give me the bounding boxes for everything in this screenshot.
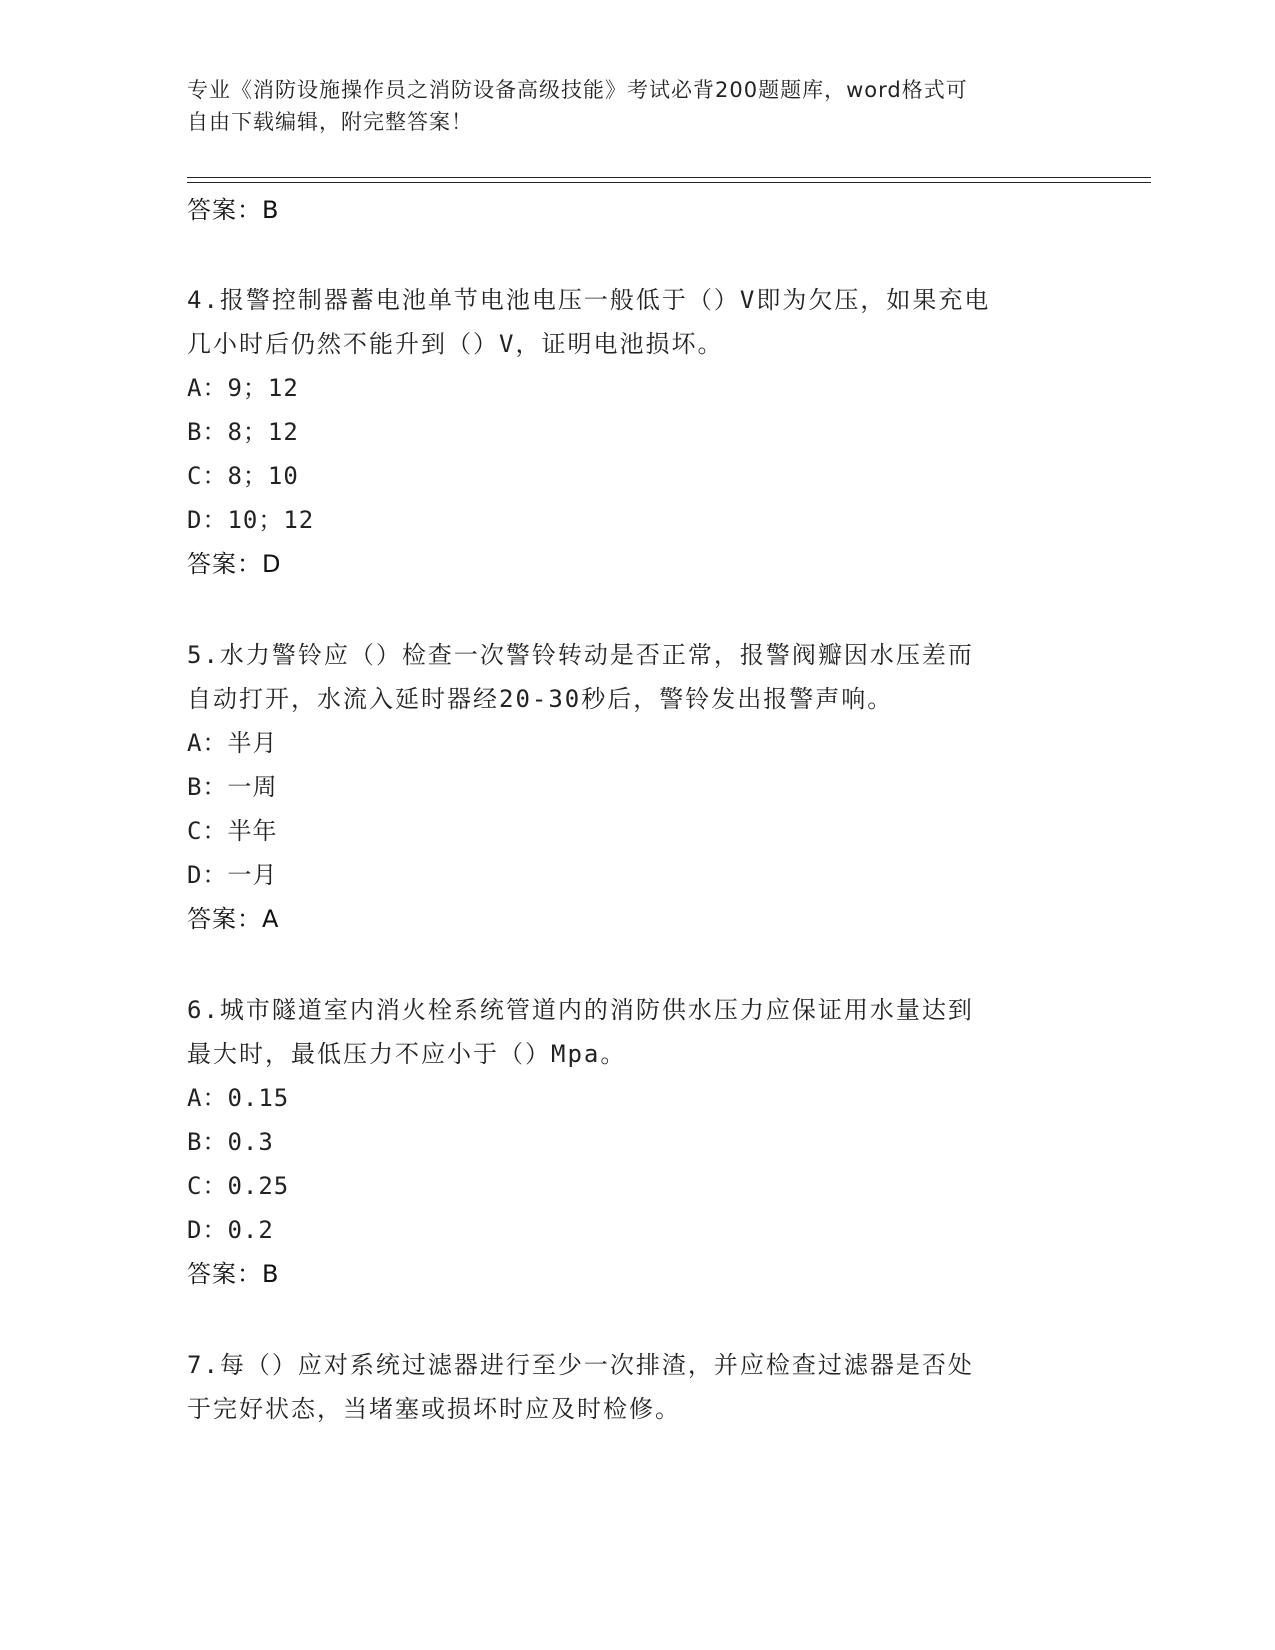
document-header: [187, 74, 1087, 138]
question-4-option-a: A：9；12: [187, 374, 299, 402]
question-6-option-d: D：0.2: [187, 1216, 274, 1244]
question-5-line-1: 5.水力警铃应（）检查一次警铃转动是否正常，报警阀瓣因水压差而: [187, 641, 974, 669]
question-4-option-d: D：10；12: [187, 506, 315, 534]
header-line-2: 自由下载编辑，附完整答案！: [187, 110, 473, 134]
question-6-option-a: A：0.15: [187, 1084, 290, 1112]
question-5-line-2: 自动打开，水流入延时器经20-30秒后，警铃发出报警声响。: [187, 685, 894, 713]
answer-prev: 答案：B: [187, 196, 280, 224]
question-4-option-b: B：8；12: [187, 418, 299, 446]
question-6-option-b: B：0.3: [187, 1128, 274, 1156]
question-7-line-1: 7.每（）应对系统过滤器进行至少一次排渣，并应检查过滤器是否处: [187, 1351, 974, 1379]
header-divider-bottom: [187, 182, 1151, 183]
question-5-option-d: D：一月: [187, 861, 278, 889]
question-4-option-c: C：8；10: [187, 462, 299, 490]
header-line-1: 专业《消防设施操作员之消防设备高级技能》考试必背200题题库，word格式可: [187, 78, 968, 102]
question-5-option-b: B：一周: [187, 773, 278, 801]
question-4-line-1: 4.报警控制器蓄电池单节电池电压一般低于（）V即为欠压，如果充电: [187, 286, 991, 314]
question-4-answer: 答案：D: [187, 550, 282, 578]
question-6-line-2: 最大时，最低压力不应小于（）Mpa。: [187, 1040, 627, 1068]
header-divider-top: [187, 177, 1151, 178]
question-5-option-a: A：半月: [187, 729, 278, 757]
question-5-answer: 答案：A: [187, 905, 280, 933]
question-5-option-c: C：半年: [187, 817, 278, 845]
question-4-line-2: 几小时后仍然不能升到（）V，证明电池损坏。: [187, 330, 724, 358]
question-6-answer: 答案：B: [187, 1260, 280, 1288]
question-7-line-2: 于完好状态，当堵塞或损坏时应及时检修。: [187, 1395, 681, 1423]
question-6-line-1: 6.城市隧道室内消火栓系统管道内的消防供水压力应保证用水量达到: [187, 996, 974, 1024]
question-6-option-c: C：0.25: [187, 1172, 290, 1200]
